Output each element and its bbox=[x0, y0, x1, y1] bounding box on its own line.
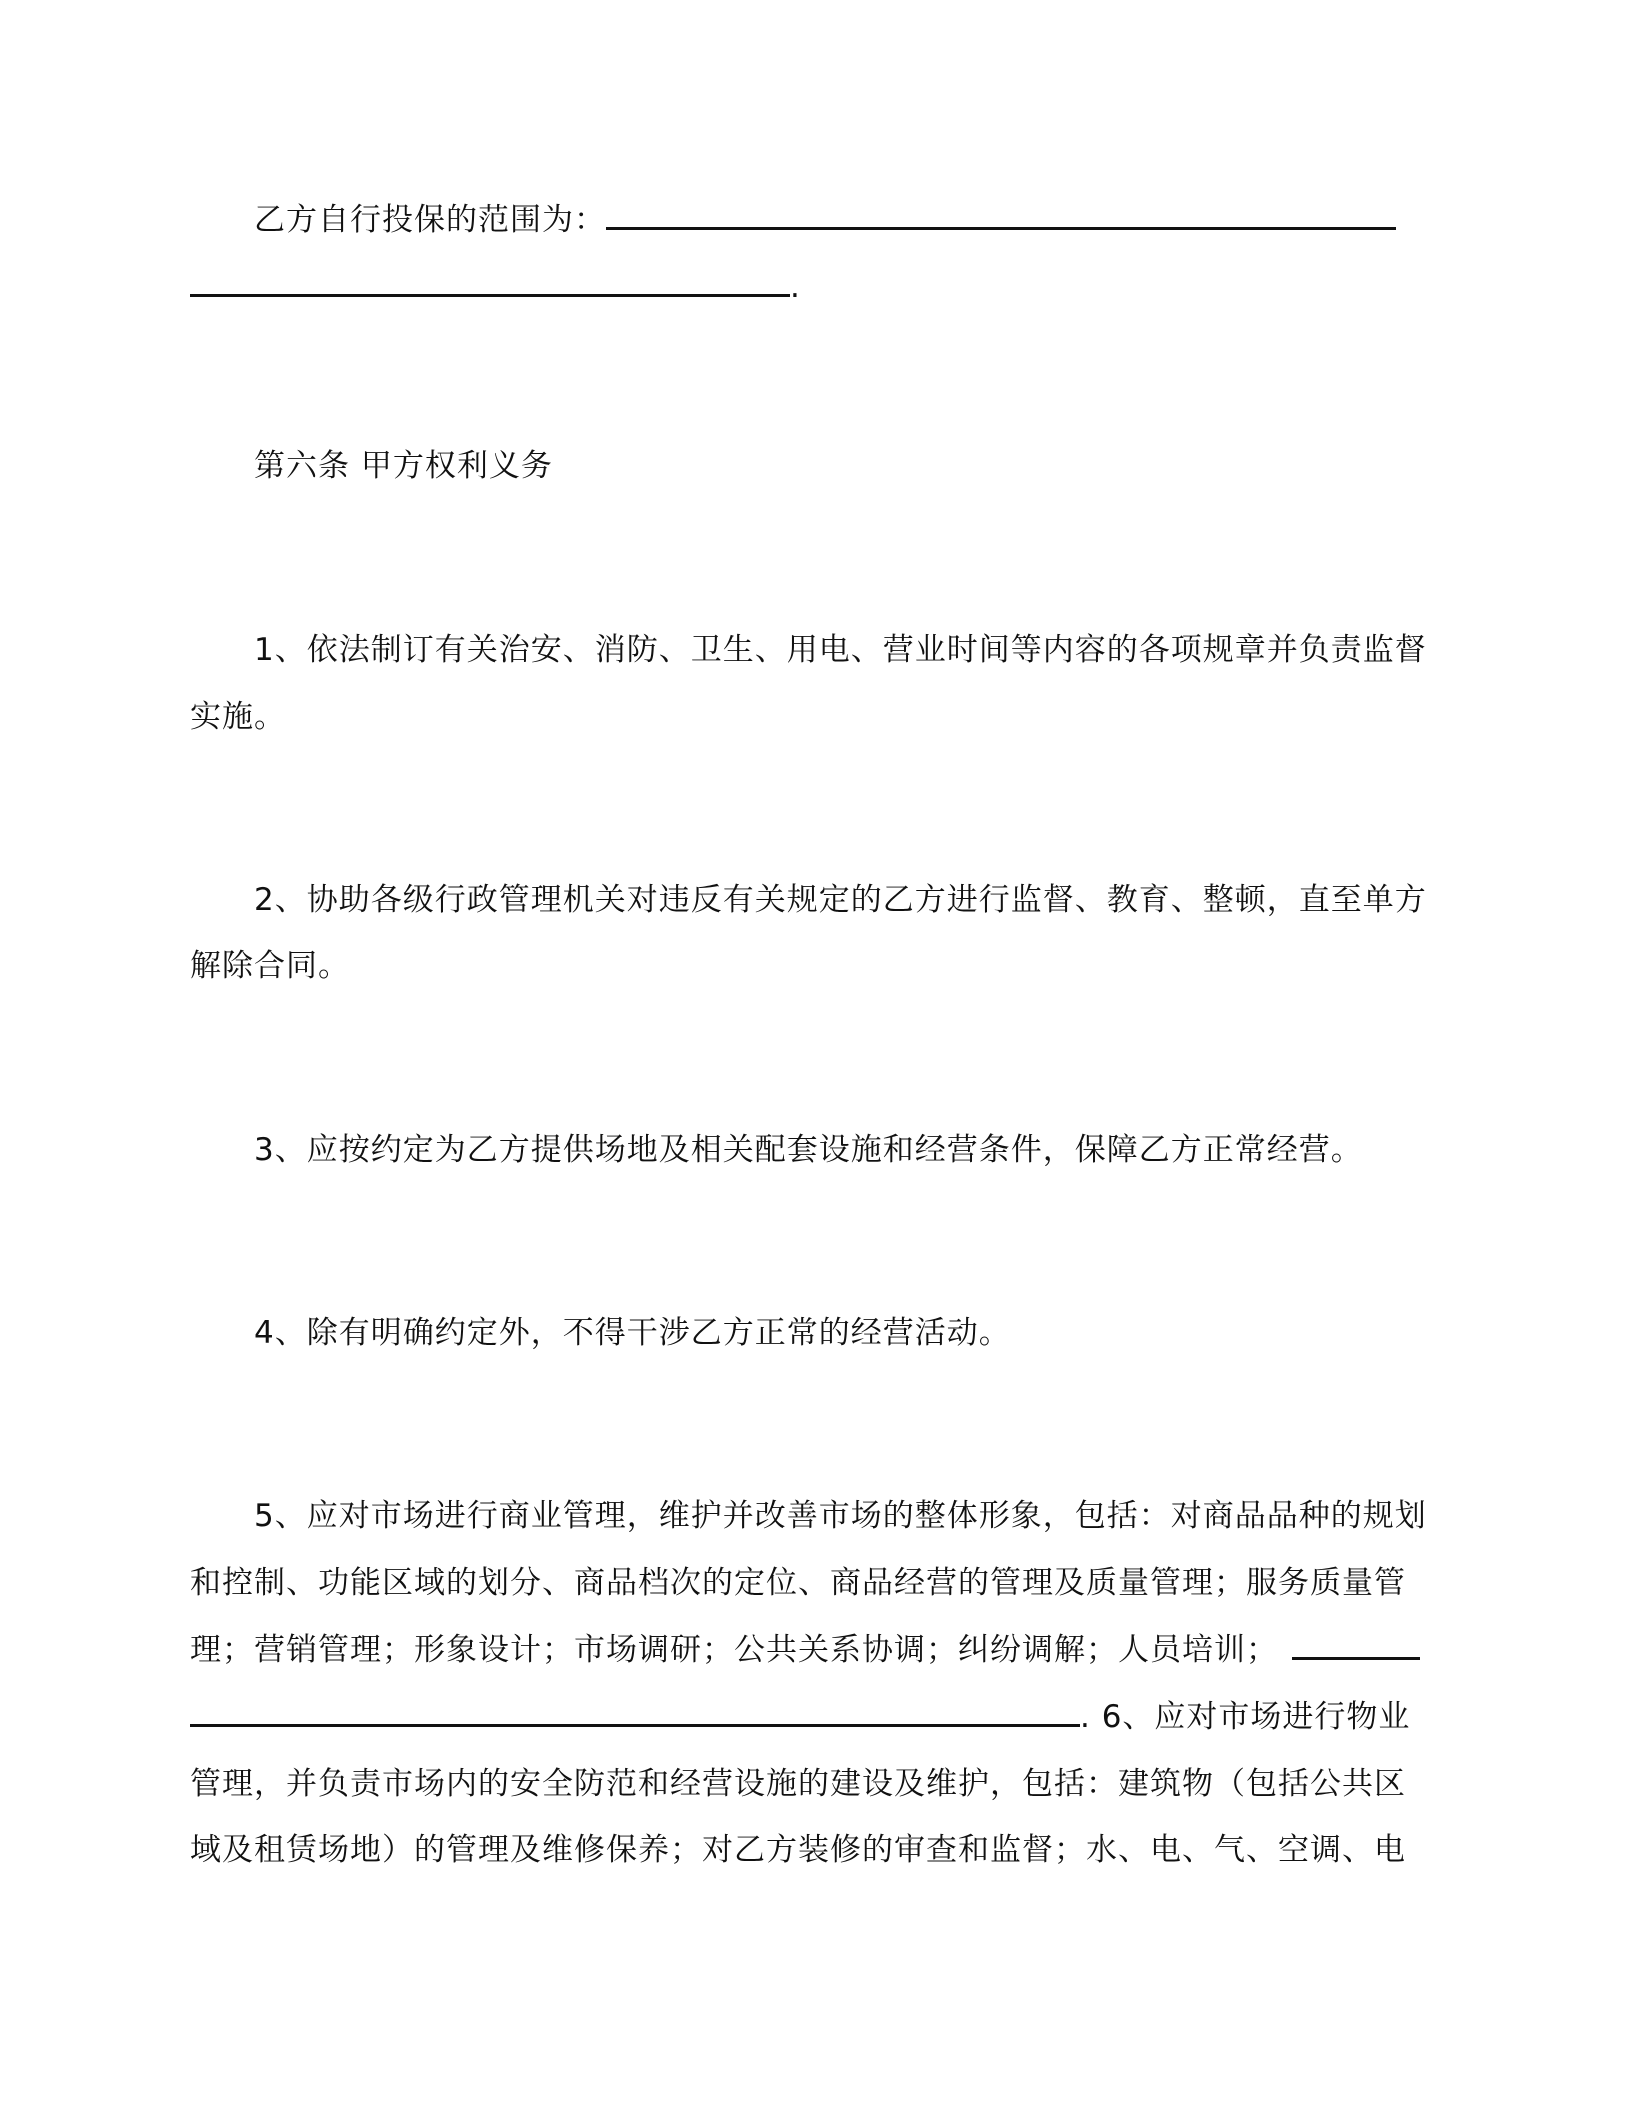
item-5-blank-1 bbox=[1292, 1633, 1420, 1660]
item-2-line-2: 解除合同。 bbox=[190, 948, 350, 984]
item-5-line-1: 5、应对市场进行商业管理，维护并改善市场的整体形象，包括：对商品品种的规划 bbox=[254, 1498, 1427, 1534]
item-5-line-3 bbox=[190, 1630, 1420, 1670]
item-5-blank-2 bbox=[190, 1700, 1080, 1727]
item-6-line-3: 域及租赁场地）的管理及维修保养；对乙方装修的审查和监督；水、电、气、空调、电 bbox=[190, 1832, 1406, 1868]
insurance-scope-label: 乙方自行投保的范围为： bbox=[254, 202, 606, 238]
item-5-line-4 bbox=[190, 1697, 1410, 1737]
item-6-start-text: . 6、应对市场进行物业 bbox=[1080, 1699, 1411, 1735]
item-5-line-2: 和控制、功能区域的划分、商品档次的定位、商品经营的管理及质量管理；服务质量管 bbox=[190, 1565, 1406, 1601]
insurance-scope-end-mark: . bbox=[790, 269, 801, 305]
item-1-line-2: 实施。 bbox=[190, 699, 286, 735]
insurance-scope-blank-1 bbox=[606, 203, 1396, 230]
item-3-line-1: 3、应按约定为乙方提供场地及相关配套设施和经营条件，保障乙方正常经营。 bbox=[254, 1132, 1363, 1168]
article-six-heading: 第六条 甲方权利义务 bbox=[254, 448, 553, 484]
item-6-line-2: 管理，并负责市场内的安全防范和经营设施的建设及维护，包括：建筑物（包括公共区 bbox=[190, 1766, 1406, 1802]
insurance-scope-line bbox=[254, 200, 1396, 240]
item-2-line-1: 2、协助各级行政管理机关对违反有关规定的乙方进行监督、教育、整顿，直至单方 bbox=[254, 882, 1427, 918]
insurance-scope-blank-2 bbox=[190, 270, 790, 297]
item-4-line-1: 4、除有明确约定外，不得干涉乙方正常的经营活动。 bbox=[254, 1315, 1011, 1351]
item-5-line-3-text: 理；营销管理；形象设计；市场调研；公共关系协调；纠纷调解；人员培训； bbox=[190, 1632, 1278, 1668]
insurance-scope-line-2 bbox=[190, 267, 801, 307]
item-1-line-1: 1、依法制订有关治安、消防、卫生、用电、营业时间等内容的各项规章并负责监督 bbox=[254, 632, 1427, 668]
